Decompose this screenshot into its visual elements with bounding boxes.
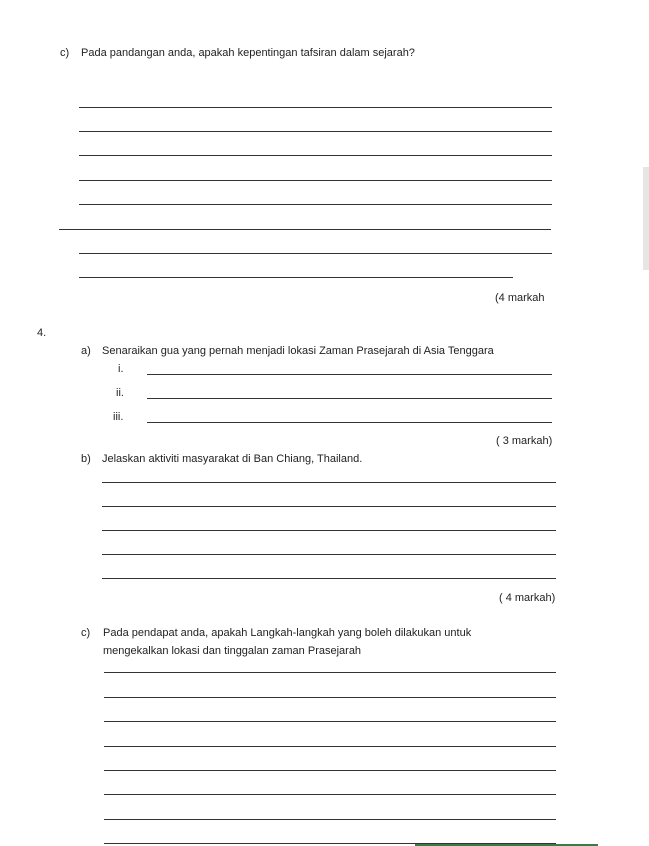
answer-line[interactable] (104, 746, 556, 747)
question-4a-marks: ( 3 markah) (496, 435, 553, 447)
answer-line[interactable] (79, 131, 552, 132)
question-4c-text-line1: Pada pendapat anda, apakah Langkah-langkah yang boleh dilakukan untuk (103, 627, 472, 639)
vertical-scrollbar-thumb[interactable] (643, 167, 649, 270)
list-item-marker: iii. (113, 411, 124, 423)
question-4b-text: Jelaskan aktiviti masyarakat di Ban Chiang, Thailand. (102, 453, 363, 465)
answer-line[interactable] (59, 229, 551, 230)
answer-line[interactable] (102, 554, 556, 555)
answer-line[interactable] (104, 794, 556, 795)
answer-line[interactable] (102, 578, 556, 579)
answer-line[interactable] (104, 721, 556, 722)
answer-line[interactable] (102, 530, 556, 531)
question-4c-text-line2: mengekalkan lokasi dan tinggalan zaman Prasejarah (103, 645, 362, 657)
question-3c-text: Pada pandangan anda, apakah kepentingan tafsiran dalam sejarah? (81, 47, 415, 59)
question-4a-text: Senaraikan gua yang pernah menjadi lokasi Zaman Prasejarah di Asia Tenggara (102, 345, 494, 357)
answer-line[interactable] (104, 672, 556, 673)
question-3c-marks: (4 markah (495, 292, 545, 304)
answer-line[interactable] (102, 482, 556, 483)
answer-line[interactable] (104, 697, 556, 698)
list-item-marker: i. (118, 363, 124, 375)
answer-line[interactable] (79, 204, 552, 205)
answer-line[interactable] (79, 180, 552, 181)
answer-line[interactable] (104, 770, 556, 771)
answer-line[interactable] (102, 506, 556, 507)
question-4a-label: a) (81, 345, 91, 357)
answer-line[interactable] (79, 253, 552, 254)
question-4b-marks: ( 4 markah) (499, 592, 556, 604)
answer-line[interactable] (79, 277, 513, 278)
answer-line[interactable] (79, 155, 552, 156)
answer-line[interactable] (147, 422, 552, 423)
answer-line[interactable] (79, 107, 552, 108)
list-item-marker: ii. (116, 387, 124, 399)
question-4-number: 4. (37, 327, 47, 339)
question-3c-label: c) (60, 47, 70, 59)
question-4c-label: c) (81, 627, 91, 639)
question-4b-label: b) (81, 453, 91, 465)
answer-line[interactable] (147, 374, 552, 375)
answer-line[interactable] (104, 819, 556, 820)
answer-line[interactable] (147, 398, 552, 399)
